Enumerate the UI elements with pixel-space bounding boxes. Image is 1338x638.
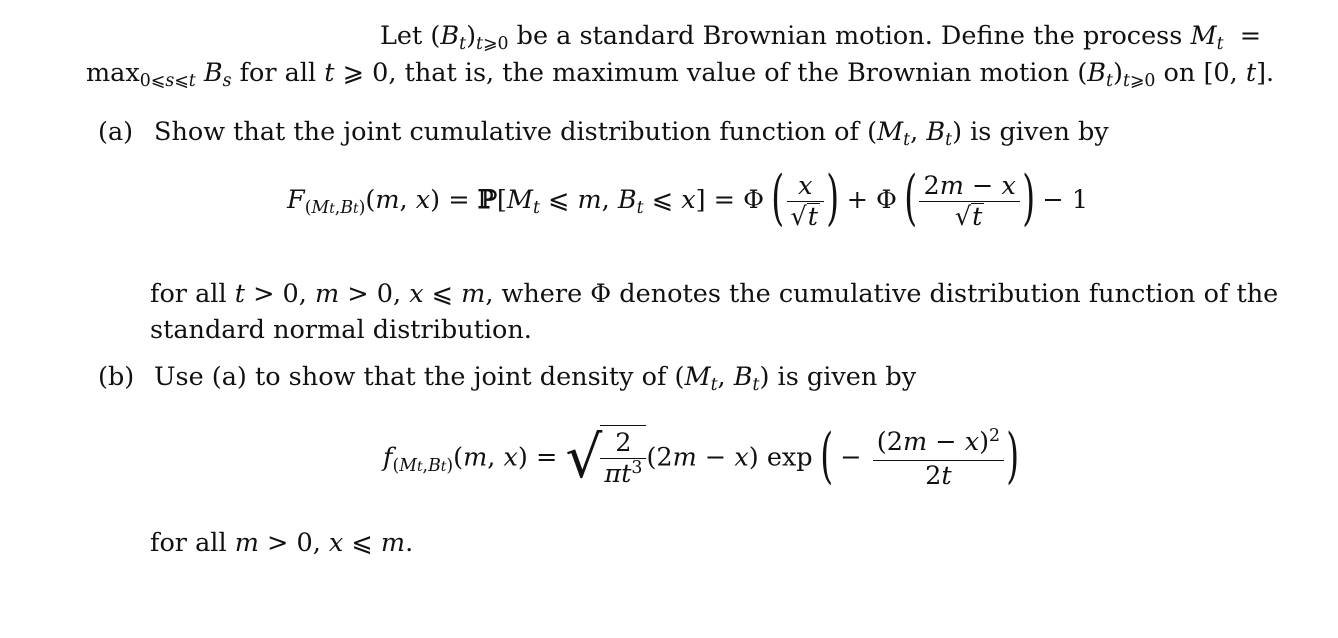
intro-text: on <box>1155 58 1204 88</box>
equation-joint-cdf: $F_{(Mt,Bt)}(m$, $x) = ℙ[M_t$ ⩽ m, $B_t$ ⩽ x] = Φ ( $\frac{x}{√t}$ ) + Φ ( $\frac{2m - x}{√t}$ ) − 1 <box>287 163 1089 233</box>
intro-text: for all <box>231 58 325 88</box>
intro-line-1 <box>380 20 1261 55</box>
part-a-text: , where Φ denotes the cumulative distribution function of the <box>485 279 1279 309</box>
math-inline: $\max_{0⩽s⩽t} B_s$ <box>86 58 232 92</box>
part-b-text: for all <box>150 528 235 558</box>
intro-line-2 <box>86 57 1274 92</box>
part-b-condition <box>150 527 413 559</box>
math-inline: t > 0, m > 0, x ⩽ m <box>234 279 486 309</box>
part-a-text: standard normal distribution. <box>150 315 532 345</box>
math-inline: [0, t]. <box>1203 58 1275 88</box>
part-a-statement <box>98 116 1109 151</box>
math-inline: ($M_t$, $B_t$) <box>674 362 770 396</box>
part-a-text: is given by <box>962 117 1109 147</box>
part-b-label: (b) <box>98 362 135 392</box>
math-inline: t ⩾ 0 <box>324 58 389 88</box>
part-b-text: Use (a) to show that the joint density of <box>154 362 675 392</box>
part-b-statement <box>98 361 916 396</box>
part-b-text: is given by <box>769 362 917 392</box>
part-a-condition-1 <box>150 278 1278 310</box>
part-a-text: for all <box>150 279 235 309</box>
math-inline: ($M_t$, $B_t$) <box>867 117 963 151</box>
math-inline: $(B_t)_{t⩾0}$ <box>1077 58 1156 92</box>
intro-text: , that is, the maximum value of the Brownian motion <box>388 58 1078 88</box>
part-a-label: (a) <box>98 117 134 147</box>
equation-joint-density: $f_{(Mt,Bt)}(m$, x) = √ $\frac{2}{\pi t^3}$ (2m − x) exp ( − $\frac{(2m - x)^2}{2t}$ ) <box>383 420 1020 491</box>
math-inline: $(B_t)_{t⩾0}$ <box>430 21 509 55</box>
intro-text: be a standard Brownian motion. Define the process <box>508 21 1191 51</box>
part-a-condition-2 <box>150 314 532 346</box>
intro-text: Let <box>380 21 431 51</box>
math-inline: m > 0, x ⩽ m. <box>234 528 414 558</box>
part-a-text: Show that the joint cumulative distribution function of <box>154 117 868 147</box>
math-inline: $M_t$ = <box>1190 21 1262 55</box>
